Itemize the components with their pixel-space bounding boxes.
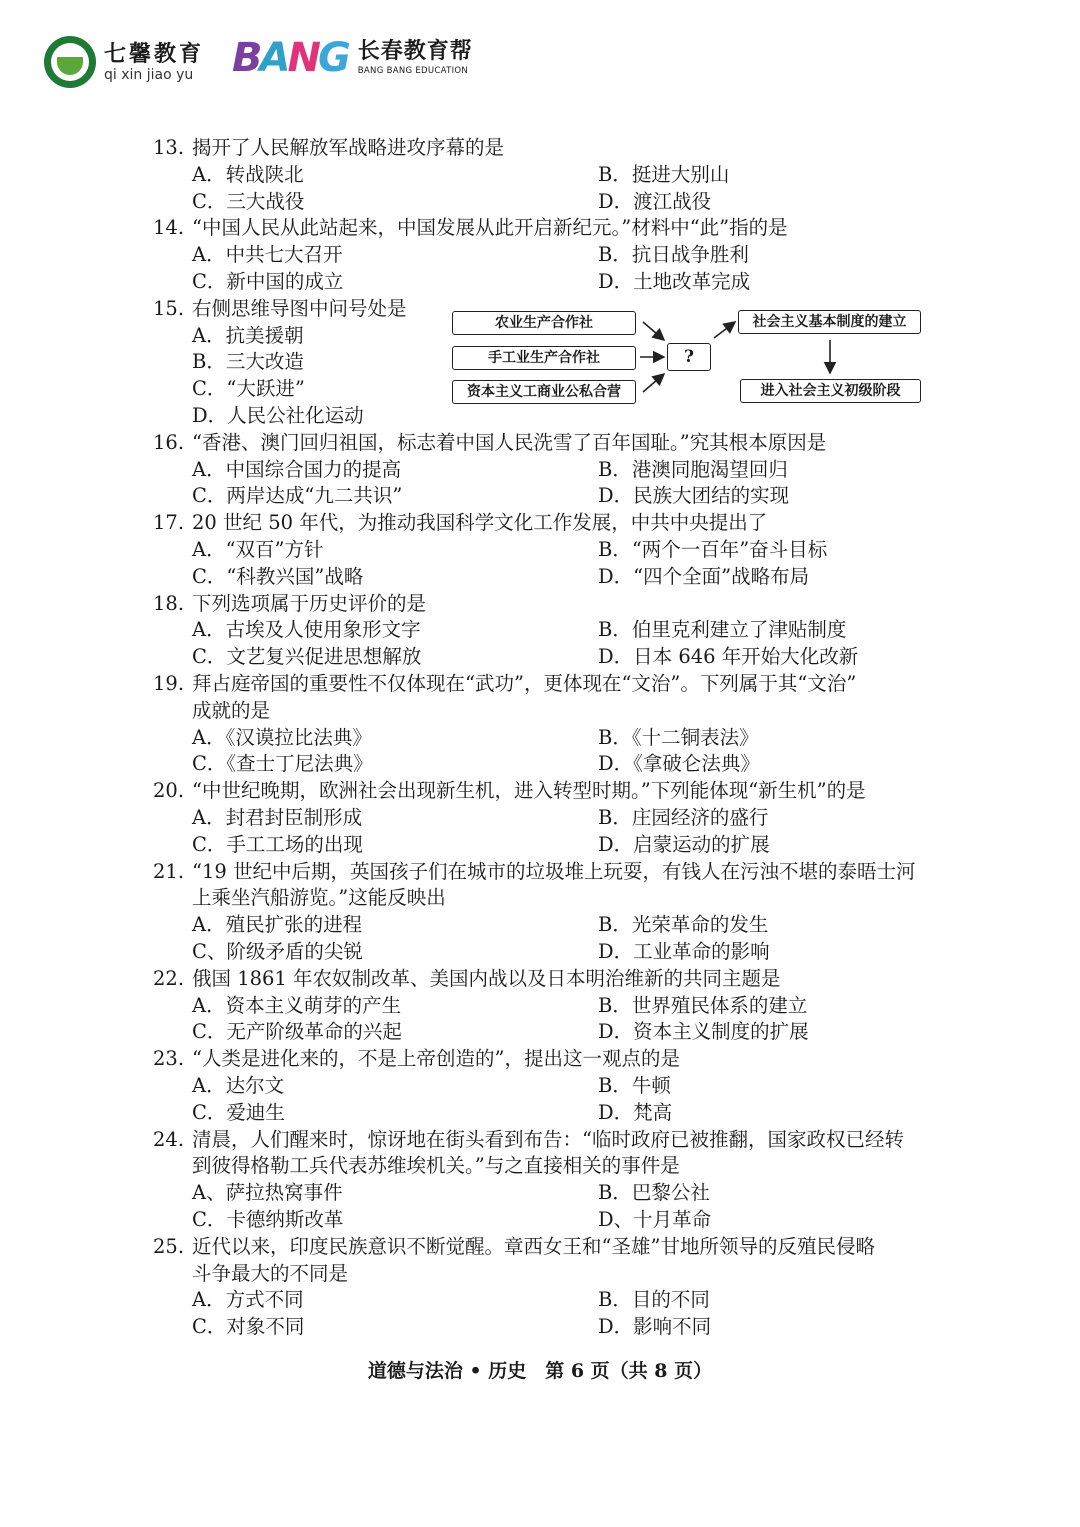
question-text: 成就的是 (192, 698, 271, 722)
answer-option: B．挺进大别山 (598, 162, 730, 186)
question-text: 清晨，人们醒来时，惊讶地在街头看到布告：“临时政府已被推翻，国家政权已经转 (192, 1127, 904, 1151)
question-text: 近代以来，印度民族意识不断觉醒。章西女王和“圣雄”甘地所领导的反殖民侵略 (192, 1234, 875, 1258)
question-text: “19 世纪中后期，英国孩子们在城市的垃圾堆上玩耍，有钱人在污浊不堪的泰晤士河 (192, 859, 916, 883)
answer-option: B．光荣革命的发生 (598, 913, 769, 937)
answer-option: B．世界殖民体系的建立 (598, 993, 808, 1017)
answer-option: C．手工工场的出现 (192, 832, 363, 856)
question-number: 21. (153, 859, 185, 883)
question-number: 19. (153, 672, 185, 695)
question-number: 23. (153, 1047, 185, 1071)
answer-option: D．启蒙运动的扩展 (598, 832, 770, 856)
answer-option: C．新中国的成立 (192, 270, 344, 293)
answer-option: C．对象不同 (192, 1315, 305, 1339)
arrow (643, 322, 664, 340)
question-text: 俄国 1861 年农奴制改革、美国内战以及日本明治维新的共同主题是 (192, 966, 781, 990)
answer-option: C．《查士丁尼法典》 (192, 752, 373, 776)
answer-option: D．资本主义制度的扩展 (598, 1020, 809, 1044)
answer-option: A．方式不同 (192, 1288, 304, 1312)
question-number: 15. (153, 296, 185, 320)
question-text: “香港、澳门回归祖国，标志着中国人民洗雪了百年国耻。”究其根本原因是 (192, 430, 827, 454)
diagram-box-primary-stage: 进入社会主义初级阶段 (740, 379, 921, 403)
question-text: “人类是进化来的，不是上帝创造的”，提出这一观点的是 (192, 1047, 680, 1071)
answer-option: D．土地改革完成 (598, 270, 751, 293)
answer-option: B．“两个一百年”奋斗目标 (598, 538, 828, 561)
answer-option: A．抗美援朝 (192, 323, 304, 347)
answer-option: D．工业革命的影响 (598, 940, 770, 963)
question-number: 25. (153, 1234, 185, 1258)
question-number: 24. (153, 1127, 185, 1151)
answer-option: A．资本主义萌芽的产生 (192, 993, 402, 1017)
answer-option: D．渡江战役 (598, 189, 712, 213)
answer-option: A．封君封臣制形成 (192, 806, 363, 829)
diagram-box-question: ? (667, 343, 711, 371)
question-text: 20 世纪 50 年代，为推动我国科学文化工作发展，中共中央提出了 (192, 511, 768, 535)
question-text: 上乘坐汽船游览。”这能反映出 (192, 886, 446, 910)
answer-option: D．梵高 (598, 1100, 673, 1124)
answer-option: B．抗日战争胜利 (598, 243, 749, 267)
question-text: 下列选项属于历史评价的是 (192, 591, 427, 615)
question-text: 斗争最大的不同是 (192, 1261, 349, 1285)
answer-option: A．转战陕北 (192, 162, 304, 186)
answer-option: C、阶级矛盾的尖锐 (192, 940, 363, 963)
question-number: 16. (153, 430, 185, 454)
question-number: 13. (153, 136, 185, 159)
answer-option: C．两岸达成“九二共识” (192, 484, 403, 508)
answer-option: D、十月革命 (598, 1208, 712, 1231)
answer-option: A．“双百”方针 (192, 538, 324, 561)
answer-option: C．无产阶级革命的兴起 (192, 1020, 402, 1044)
answer-option: A．古埃及人使用象形文字 (192, 618, 421, 642)
diagram-box-handicraft: 手工业生产合作社 (452, 346, 636, 370)
question-text: 揭开了人民解放军战略进攻序幕的是 (192, 136, 505, 159)
diagram-box-socialist-system: 社会主义基本制度的建立 (738, 310, 921, 334)
answer-option: B．伯里克利建立了津贴制度 (598, 618, 847, 642)
answer-option: A．中共七大召开 (192, 243, 343, 267)
diagram-box-agriculture: 农业生产合作社 (452, 311, 636, 335)
answer-option: B．巴黎公社 (598, 1181, 710, 1205)
bang-en-name: BANG BANG EDUCATION (357, 65, 469, 76)
bang-cn-name: 长春教育帮 (357, 38, 473, 64)
answer-option: C．文艺复兴促进思想解放 (192, 645, 422, 669)
question-text: “中世纪晚期，欧洲社会出现新生机，进入转型时期。”下列能体现“新生机”的是 (192, 779, 866, 803)
answer-option: B．庄园经济的盛行 (598, 806, 769, 829)
answer-option: C．“大跃进” (192, 377, 305, 401)
answer-option: A．中国综合国力的提高 (192, 457, 402, 481)
question-text: “中国人民从此站起来，中国发展从此开启新纪元。”材料中“此”指的是 (192, 216, 788, 240)
diagram-box-capitalist: 资本主义工商业公私合营 (452, 380, 636, 404)
answer-option: B．牛顿 (598, 1074, 671, 1097)
answer-option: A．殖民扩张的进程 (192, 913, 363, 937)
qixin-pinyin: qi xin jiao yu (104, 66, 194, 83)
answer-option: C．三大战役 (192, 189, 305, 213)
question-text: 拜占庭帝国的重要性不仅体现在“武功”，更体现在“文治”。下列属于其“文治” (192, 672, 857, 695)
question-number: 14. (153, 216, 185, 240)
question-number: 17. (153, 511, 185, 535)
answer-option: A．达尔文 (192, 1074, 285, 1097)
question-number: 22. (153, 966, 185, 990)
question-number: 18. (153, 591, 185, 615)
answer-option: D．日本 646 年开始大化改新 (598, 645, 859, 669)
answer-option: A、萨拉热窝事件 (192, 1181, 343, 1205)
answer-option: D．“四个全面”战略布局 (598, 564, 810, 588)
question-text: 到彼得格勒工兵代表苏维埃机关。”与之直接相关的事件是 (192, 1154, 680, 1178)
question-number: 20. (153, 779, 185, 803)
answer-option: D．人民公社化运动 (192, 404, 364, 427)
qixin-name: 七馨教育 (104, 40, 205, 67)
answer-option: B．目的不同 (598, 1288, 710, 1312)
answer-option: D．《拿破仑法典》 (598, 752, 760, 776)
answer-option: A．《汉谟拉比法典》 (192, 725, 372, 749)
bang-wordmark: BANG (232, 35, 348, 81)
page-footer: 道德与法治 • 历史 第 6 页（共 8 页） (367, 1360, 713, 1382)
answer-option: D．影响不同 (598, 1315, 712, 1339)
answer-option: B．三大改造 (192, 350, 304, 374)
answer-option: C．爱迪生 (192, 1100, 285, 1124)
answer-option: B．《十二铜表法》 (598, 725, 759, 749)
question-text: 右侧思维导图中问号处是 (192, 296, 407, 320)
arrow (643, 374, 664, 392)
arrow (714, 322, 735, 338)
answer-option: B．港澳同胞渴望回归 (598, 457, 788, 481)
answer-option: D．民族大团结的实现 (598, 484, 790, 508)
answer-option: C．“科教兴国”战略 (192, 564, 364, 588)
answer-option: C．卡德纳斯改革 (192, 1208, 344, 1231)
